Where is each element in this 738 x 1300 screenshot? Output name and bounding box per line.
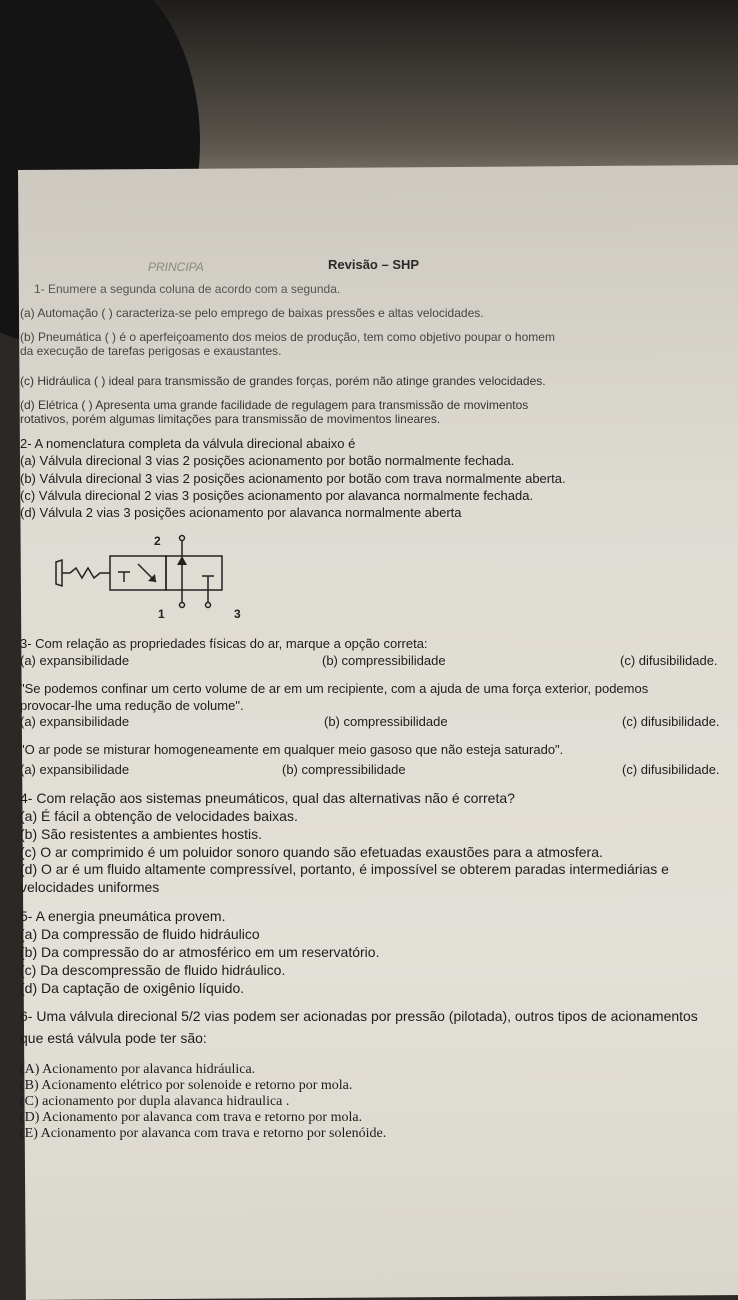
q3-prompt: 3- Com relação as propriedades físicas do ar, marque a opção correta:: [20, 636, 428, 651]
q2-option-a: (a) Válvula direcional 3 vias 2 posições acionamento por botão normalmente fechada.: [20, 453, 515, 468]
q3-row3-option-c: (c) difusibilidade.: [622, 762, 720, 777]
q3-row1-option-c: (c) difusibilidade.: [620, 653, 718, 668]
q6-option-a: (A) Acionamento por alavanca hidráulica.: [20, 1062, 256, 1077]
q3-quote-compressibility-cont: provocar-lhe uma redução de volume".: [20, 698, 244, 713]
q5-option-a: (a) Da compressão de fluido hidráulico: [20, 926, 260, 942]
q6-option-e: (E) Acionamento por alavanca com trava e retorno por solenóide.: [20, 1126, 387, 1141]
q6-prompt-cont: que está válvula pode ter são:: [20, 1030, 207, 1046]
q3-row2-option-c: (c) difusibilidade.: [622, 714, 720, 729]
q6-option-c: (C) acionamento por dupla alavanca hidraulica .: [20, 1094, 290, 1109]
q2-option-d: (d) Válvula 2 vias 3 posições acionamento por alavanca normalmente aberta: [20, 505, 462, 520]
q5-prompt: 5- A energia pneumática provem.: [20, 908, 226, 924]
valve-symbol-diagram: [52, 530, 252, 630]
q2-option-c: (c) Válvula direcional 2 vias 3 posições acionamento por alavanca normalmente fechada.: [20, 488, 534, 503]
spring-icon: [70, 568, 110, 578]
q4-option-d: (d) O ar é um fluido altamente compressível, portanto, é impossível se obterem paradas intermediárias e: [20, 861, 669, 877]
q4-option-b: (b) São resistentes a ambientes hostis.: [20, 826, 263, 842]
q6-prompt: 6- Uma válvula direcional 5/2 vias podem ser acionadas por pressão (pilotada), outros tipos de acionamentos: [20, 1008, 698, 1024]
q3-row3-option-b: (b) compressibilidade: [282, 762, 406, 777]
q5-option-b: (b) Da compressão do ar atmosférico em um reservatório.: [20, 944, 380, 960]
q4-option-d-cont: velocidades uniformes: [20, 879, 160, 895]
valve-position-left: [110, 556, 166, 590]
q2-prompt: 2- A nomenclatura completa da válvula direcional abaixo é: [20, 436, 356, 451]
q4-option-c: (c) O ar comprimido é um poluidor sonoro quando são efetuadas exaustões para a atmosfera.: [20, 844, 603, 860]
valve-position-right: [166, 556, 222, 590]
q1-option-d: (d) Elétrica ( ) Apresenta uma grande facilidade de regulagem para transmissão de movimentos: [20, 398, 529, 412]
handwritten-note: PRINCIPA: [148, 260, 204, 274]
q3-row2-option-b: (b) compressibilidade: [324, 714, 448, 729]
q4-option-a: (a) É fácil a obtenção de velocidades baixas.: [20, 808, 298, 824]
q6-option-d: (D) Acionamento por alavanca com trava e retorno por mola.: [20, 1110, 363, 1125]
q3-row2-option-a: (a) expansibilidade: [20, 714, 130, 729]
q1-option-c: (c) Hidráulica ( ) ideal para transmissão de grandes forças, porém não atinge grandes velocidades.: [20, 374, 546, 388]
port-label-3: 3: [234, 607, 241, 621]
q3-quote-compressibility: "Se podemos confinar um certo volume de ar em um recipiente, com a ajuda de uma força exterior, podemos: [20, 681, 649, 696]
q3-row1-option-a: (a) expansibilidade: [20, 653, 130, 668]
q6-option-b: (B) Acionamento elétrico por solenoide e retorno por mola.: [20, 1078, 353, 1093]
port-label-1: 1: [158, 607, 165, 621]
q2-option-b: (b) Válvula direcional 3 vias 2 posições acionamento por botão com trava normalmente aberta.: [20, 471, 566, 486]
q1-option-b-cont: da execução de tarefas perigosas e exaustantes.: [20, 344, 282, 358]
q1-option-b: (b) Pneumática ( ) é o aperfeiçoamento dos meios de produção, tem como objetivo poupar o homem: [20, 330, 555, 344]
q5-option-c: (c) Da descompressão de fluido hidráulico.: [20, 962, 286, 978]
q1-option-d-cont: rotativos, porém algumas limitações para transmissão de movimentos lineares.: [20, 412, 441, 426]
push-button-actuator: [56, 560, 62, 586]
q5-option-d: (d) Da captação de oxigênio líquido.: [20, 980, 245, 996]
q3-row1-option-b: (b) compressibilidade: [322, 653, 446, 668]
q1-prompt: 1- Enumere a segunda coluna de acordo com a segunda.: [34, 282, 341, 296]
q3-quote-diffusibility: "O ar pode se misturar homogeneamente em qualquer meio gasoso que não esteja saturado".: [20, 742, 564, 757]
q1-option-a: (a) Automação ( ) caracteriza-se pelo emprego de baixas pressões e altas velocidades.: [20, 306, 484, 320]
q4-prompt: 4- Com relação aos sistemas pneumáticos, qual das alternativas não é correta?: [20, 790, 515, 806]
page-title: Revisão – SHP: [328, 257, 420, 272]
q3-row3-option-a: (a) expansibilidade: [20, 762, 130, 777]
port-label-2: 2: [154, 534, 161, 548]
